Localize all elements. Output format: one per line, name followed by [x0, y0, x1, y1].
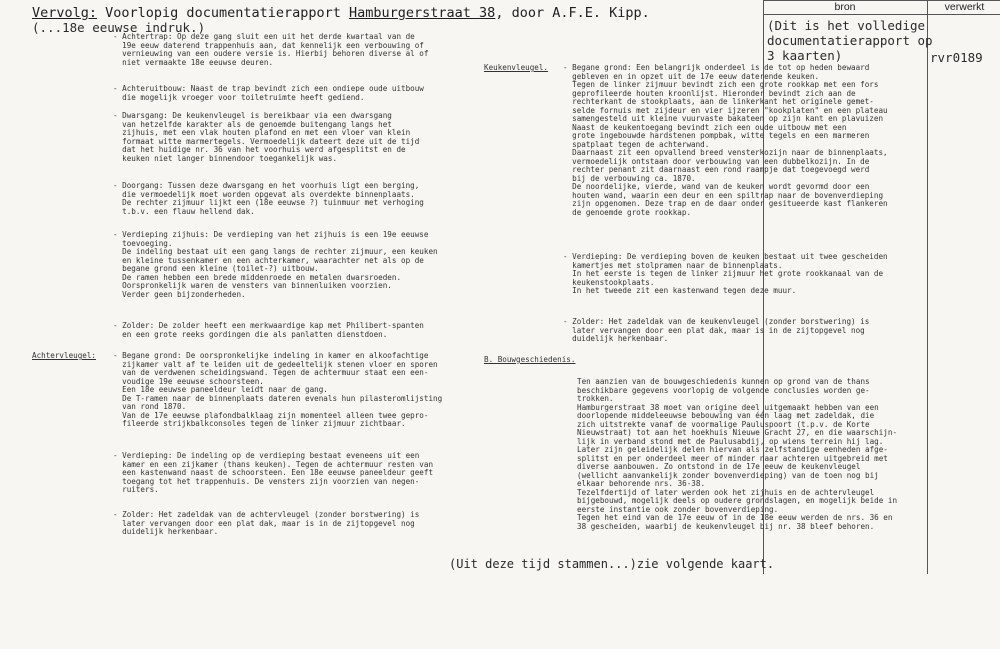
right-block-zolder: - Zolder: Het zadeldak van de keukenvleugel (zonder borstwering) is later vervangen door een plat dak, maar is in de zijtopgevel nog duidelijk herkenbaar.	[563, 317, 870, 343]
page-subtitle: (...18e eeuwse indruk.)	[32, 20, 206, 35]
title-middle: Voorlopig documentatierapport	[97, 5, 349, 21]
left-block-achtertrap: - Achtertrap: Op deze gang sluit een uit het derde kwartaal van de 19e eeuw daterend trappenhuis aan, dat kennelijk een verbouwing of vernieuwing van een oudere versie is. Hierbij behoren diverse al of niet vermaakte 18e eeuwse deuren.	[113, 32, 429, 67]
title-street: Hamburgerstraat 38	[349, 5, 496, 21]
bron-column-right-rule	[927, 0, 928, 574]
left-block-doorgang: - Doorgang: Tussen deze dwarsgang en het voorhuis ligt een berging, die vermoedelijk moet worden opgevat als overdekte binnenplaats. De rechter zijmuur lijkt een (18e eeuwse ?) tuinmuur met verhoging t.b.v. een flauw hellend dak.	[113, 181, 424, 216]
title-prefix: Vervolg:	[32, 5, 98, 21]
left-block-zolder: - Zolder: Het zadeldak van de achtervleugel (zonder borstwering) is later vervangen door een plat dak, maar is in de zijtopgevel nog duidelijk herkenbaar.	[113, 510, 420, 536]
header-bottom-rule	[763, 14, 1000, 15]
right-block-verdieping: - Verdieping: De verdieping boven de keuken bestaat uit twee gescheiden kamertjes met stolpramen naar de binnenplaats. In het eerste is tegen de linker zijmuur het grote rookkanaal van de keukenstookplaats. In het tweede zit een kastenwand tegen deze muur.	[563, 252, 888, 295]
left-block-begane-grond: - Begane grond: De oorspronkelijke indeling in kamer en alkoofachtige zijkamer valt af te leiden uit de gedeeltelijk stenen vloer en sporen van de verdwenen scheidingswand. Tegen de achtermuur staat een een- voudige 19e eeuwse schoorsteen. Een 18e eeuwse paneeldeur leidt naar de gang. De T-ramen naar de binnenplaats dateren evenals hun pilasteromlijsting van rond 1870. Van de 17e eeuwse plafondbalklaag zijn momenteel alleen twee gepro- fileerde strijkbalkconsoles tegen de linker zijmuur zichtbaar.	[113, 351, 443, 428]
bron-note: (Dit is het volledige documentatierapport op 3 kaarten)	[767, 18, 933, 63]
section-heading-bouwgeschiedenis: B. Bouwgeschiedenis.	[484, 355, 576, 364]
label-achtervleugel: Achtervleugel:	[32, 351, 97, 360]
title-suffix: , door A.F.E. Kipp.	[495, 5, 650, 21]
left-block-zolder-zijhuis: - Zolder: De zolder heeft een merkwaardige kap met Philibert-spanten en een grote reeks gordingen die als panlatten dienstdoen.	[113, 321, 424, 339]
left-block-dwarsgang: - Dwarsgang: De keukenvleugel is bereikbaar via een dwarsgang van hetzelfde karakter als de genoemde buitengang langs het zijhuis, met een vlak houten plafond en met een vloer van klein formaat witte marmertegels. Vermoedelijk dateert deze uit de tijd dat het huidige nr. 36 van het voorhuis werd afgesplitst en de keuken niet langer binnendoor toegankelijk was.	[113, 111, 420, 163]
left-block-achteruitbouw: - Achteruitbouw: Naast de trap bevindt zich een ondiepe oude uitbouw die mogelijk vroeger voor toiletruimte heeft gediend.	[113, 84, 424, 102]
page-title	[32, 6, 650, 21]
left-block-verdieping: - Verdieping: De indeling op de verdieping bestaat eveneens uit een kamer en een zijkamer (thans keuken). Tegen de achtermuur resten van een kastenwand naast de schoorsteen. Een 18e eeuwse paneeldeur geeft toegang tot het trappenhuis. De vensters zijn voorzien van negen- ruiters.	[113, 451, 434, 494]
verwerkt-column-header: verwerkt	[944, 1, 985, 13]
verwerkt-value: rvr0189	[930, 50, 983, 65]
left-block-verdieping-zijhuis: - Verdieping zijhuis: De verdieping van het zijhuis is een 19e eeuwse toevoeging. De indeling bestaat uit een gang langs de rechter zijmuur, een keuken en kleine tussenkamer en een achterkamer, waarachter net als op de begane grond een kleine (toilet-?) uitbouw. De ramen hebben een brede middenroede en metalen dwarsroeden. Oorspronkelijk waren de vensters van binnenluiken voorzien. Verder geen bijzonderheden.	[113, 230, 438, 299]
label-keukenvleugel: Keukenvleugel.	[484, 63, 549, 72]
right-block-begane-grond: - Begane grond: Een belangrijk onderdeel is de tot op heden bewaard gebleven en in opzet uit de 17e eeuw daterende keuken. Tegen de linker zijmuur bevindt zich een grote rookkap met een fors geprofileerde houten kroonlijst. Hieronder bevindt zich aan de rechterkant de stookplaats, aan de linkerkant het originele gemet- selde fornuis met zijdeur en vier ijzeren "kookplaten" en een plateau samengesteld uit kleine vuurvaste bakateen op zijn kant en plavuizen Naast de keukentoegang bevindt zich een oude uitbouw met een grote ingebouwde hardstenen pompbak, witte tegels en een marmeren spatplaat tegen de achterwand. Daarnaast zit een opvallend breed vensterkozijn naar de binnenplaats, vermoedelijk ontstaan door verbouwing van een dubbelkozijn. In de rechter penant zit daarnaast een rond raampje dat toegevoegd werd bij de verbouwing ca. 1870. De noordelijke, vierde, wand van de keuken wordt gevormd door een houten wand, waarin een deur en een spiltrap naar de bovenverdieping zijn opgenomen. Deze trap en de daar onder gesitueerde kast flankeren de genoemde grote rookkap.	[563, 63, 888, 217]
continuation-note: (Uit deze tijd stammen...)zie volgende kaart.	[449, 557, 775, 571]
bron-column-header: bron	[834, 1, 856, 13]
history-text: Ten aanzien van de bouwgeschiedenis kunnen op grond van de thans beschikbare gegevens voorlopig de volgende conclusies worden ge- trokken. Hamburgerstraat 38 moet van origine deel uitgemaakt hebben van een doorlopende middeleeuwse bebouwing van één laag met zadeldak, die zich uitstrekte vanaf de voormalige Pauluspoort (t.p.v. de Korte Nieuwstraat) tot aan het hoekhuis Nieuwe Gracht 27, en die waarschijn- lijk in verband stond met de Paulusabdij, op wiens terrein hij lag. Later zijn geleidelijk delen hiervan als zelfstandige eenheden afge- splitst en per onderdeel meer of minder naar achteren uitgebreid met diverse aanbouwen. Zo ontstond in de 17e eeuw de keukenvleugel (wellicht aanvankelijk zonder bovenverdieping) van de toen nog bij elkaar behorende nrs. 36-38. Tezelfdertijd of later werden ook het zijhuis en de achtervleugel bijgebouwd, mogelijk deels op oudere grondslagen, en mogelijk beide in eerste instantie ook zonder bovenverdieping. Tegen het eind van de 17e eeuw of in de 18e eeuw werden de nrs. 36 en 38 gescheiden, waarbij de keukenvleugel bij nr. 38 bleef behoren.	[577, 377, 898, 531]
